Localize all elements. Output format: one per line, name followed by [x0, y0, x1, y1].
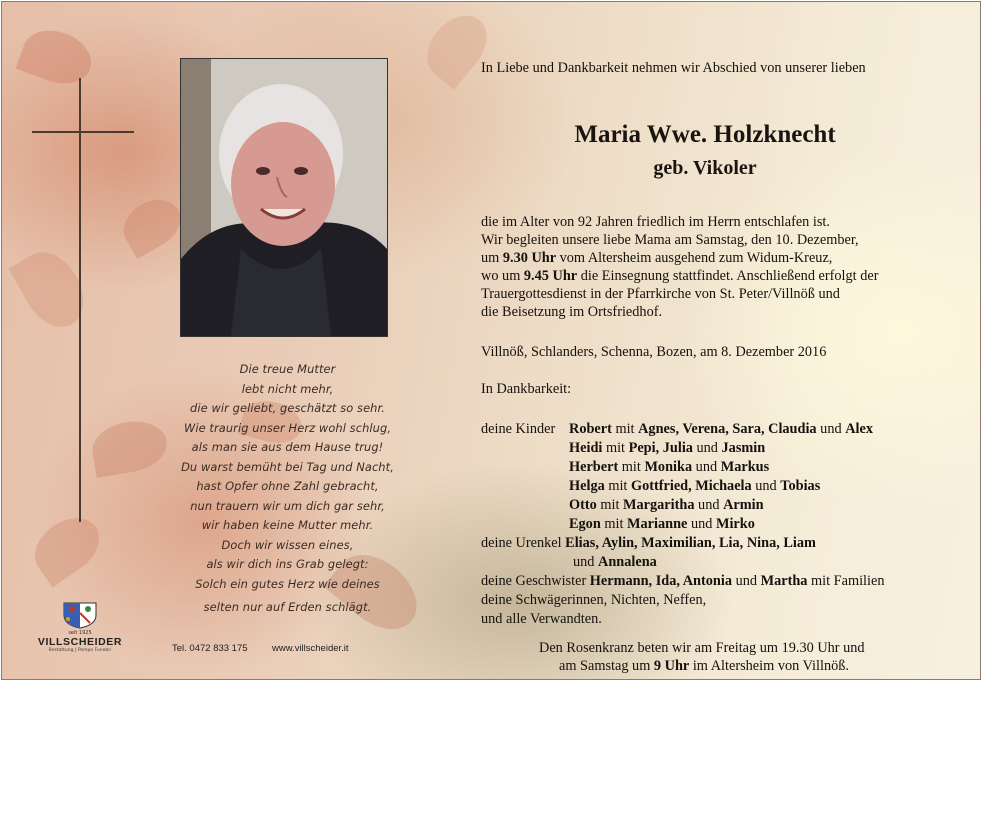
- family-schwaeger: deine Schwägerinnen, Nichten, Neffen,: [481, 592, 707, 608]
- contact-phone: Tel. 0472 833 175: [172, 643, 248, 654]
- family-child-row: [569, 477, 820, 495]
- cross-vertical-bar: [79, 78, 81, 522]
- spouse-grandchildren: Marianne: [627, 516, 688, 532]
- poem-line: selten nur auf Erden schlägt.: [203, 600, 372, 614]
- grandchild-last: Jasmin: [721, 440, 766, 456]
- text-fragment: mit Familien: [811, 573, 885, 589]
- portrait-illustration: [181, 59, 387, 336]
- time-bold: 9.45 Uhr: [523, 268, 578, 284]
- grandchild-last: Markus: [720, 459, 770, 475]
- leaf-decoration: [8, 241, 96, 338]
- poem-line: nun trauern wir um dich gar sehr,: [190, 498, 385, 513]
- poem-line: lebt nicht mehr,: [241, 381, 334, 396]
- place-date: Villnöß, Schlanders, Schenna, Bozen, am 8. Dezember 2016: [481, 344, 827, 360]
- poem-line: die wir geliebt, geschätzt so sehr.: [190, 401, 385, 415]
- cross-horizontal-bar: [32, 131, 134, 133]
- urenkel-last: Annalena: [598, 554, 657, 570]
- family-child-row: [569, 458, 769, 476]
- maiden-name: geb. Vikoler: [653, 157, 757, 179]
- text-fragment: mit: [602, 440, 629, 456]
- logo-since: seit 1925: [68, 630, 92, 636]
- grandchild-last: Alex: [845, 421, 873, 437]
- body-line: die im Alter von 92 Jahren friedlich im Herrn entschlafen ist.: [481, 214, 830, 230]
- spouse-grandchildren: Pepi, Julia: [628, 440, 693, 456]
- text-fragment: und: [573, 554, 595, 570]
- body-line-time-1: [481, 249, 832, 267]
- poem-line: Wie traurig unser Herz wohl schlug,: [183, 420, 392, 435]
- deceased-name: Maria Wwe. Holzknecht: [574, 121, 836, 148]
- obituary-card: [1, 1, 981, 680]
- body-line: die Beisetzung im Ortsfriedhof.: [481, 304, 663, 320]
- body-line: Trauergottesdienst in der Pfarrkirche von St. Peter/Villnöß und: [481, 286, 840, 302]
- urenkel-names: Elias, Aylin, Maximilian, Lia, Nina, Liam: [565, 535, 816, 551]
- child-name: Egon: [569, 516, 601, 532]
- time-bold: 9.30 Uhr: [502, 250, 557, 266]
- text-fragment: und: [692, 459, 721, 475]
- poem-line: Doch wir wissen eines,: [221, 537, 354, 552]
- contact-website[interactable]: www.villscheider.it: [272, 643, 349, 654]
- text-fragment: um: [481, 250, 503, 266]
- text-fragment: im Altersheim von Villnöß.: [689, 658, 849, 674]
- text-fragment: und: [735, 573, 758, 589]
- leaf-decoration: [115, 190, 189, 259]
- text-fragment: mit: [604, 478, 631, 494]
- text-fragment: am Samstag um: [559, 658, 654, 674]
- rosary-line-1: Den Rosenkranz beten wir am Freitag um 19.30 Uhr und: [539, 640, 865, 656]
- text-fragment: und: [751, 478, 781, 494]
- time-bold: 9 Uhr: [653, 658, 690, 674]
- family-geschwister-row: [481, 572, 885, 590]
- leaf-decoration: [24, 506, 110, 587]
- text-fragment: mit: [596, 497, 624, 513]
- text-fragment: und: [816, 421, 846, 437]
- child-name: Robert: [569, 421, 612, 437]
- geschwister-last: Martha: [760, 573, 808, 589]
- text-fragment: mit: [600, 516, 628, 532]
- geschwister-names: Hermann, Ida, Antonia: [589, 573, 732, 589]
- leaf-decoration: [415, 4, 498, 90]
- coat-of-arms-icon: [60, 599, 100, 629]
- spouse-grandchildren: Gottfried, Michaela: [630, 478, 752, 494]
- geschwister-label: deine Geschwister: [481, 573, 587, 589]
- child-name: Helga: [569, 478, 605, 494]
- rosary-line-2: [559, 657, 849, 675]
- family-child-row: [569, 420, 873, 438]
- portrait-photo: [180, 58, 388, 337]
- grandchild-last: Mirko: [715, 516, 755, 532]
- child-name: Herbert: [569, 459, 619, 475]
- text-fragment: die Einsegnung stattfindet. Anschließend erfolgt der: [577, 268, 879, 284]
- spouse-grandchildren: Margaritha: [623, 497, 695, 513]
- family-kinder-label: deine Kinder: [481, 421, 556, 437]
- family-child-row: [569, 496, 764, 514]
- funeral-home-logo: [30, 599, 130, 669]
- text-fragment: und: [692, 440, 722, 456]
- urenkel-label: deine Urenkel: [481, 535, 562, 551]
- spouse-grandchildren: Monika: [644, 459, 693, 475]
- grandchild-last: Armin: [723, 497, 764, 513]
- poem-line: Die treue Mutter: [239, 362, 336, 376]
- leaf-decoration: [16, 22, 99, 93]
- text-fragment: und: [687, 516, 716, 532]
- poem-line: hast Opfer ohne Zahl gebracht,: [196, 479, 379, 493]
- text-fragment: und: [694, 497, 724, 513]
- poem-line: Solch ein gutes Herz wie deines: [195, 576, 380, 591]
- grandchild-last: Tobias: [780, 478, 821, 494]
- family-child-row: [569, 515, 755, 533]
- body-line: Wir begleiten unsere liebe Mama am Samstag, den 10. Dezember,: [481, 232, 859, 248]
- logo-subtitle: Bestattung | Pompe Funebri: [48, 648, 112, 653]
- memorial-poem: [150, 360, 425, 618]
- family-urenkel-row-2: [573, 553, 657, 571]
- poem-line: als man sie aus dem Hause trug!: [191, 440, 384, 454]
- body-line-time-2: [481, 267, 878, 285]
- text-fragment: mit: [618, 459, 645, 475]
- family-verwandte: und alle Verwandten.: [481, 611, 602, 627]
- gratitude-label: In Dankbarkeit:: [481, 381, 572, 397]
- text-fragment: vom Altersheim ausgehend zum Widum-Kreuz,: [556, 250, 833, 266]
- child-name: Heidi: [569, 440, 603, 456]
- logo-brand: VILLSCHEIDER: [37, 636, 123, 648]
- intro-text: In Liebe und Dankbarkeit nehmen wir Abschied von unserer lieben: [481, 60, 866, 76]
- child-name: Otto: [569, 497, 597, 513]
- family-child-row: [569, 439, 765, 457]
- text-fragment: wo um: [481, 268, 524, 284]
- poem-line: wir haben keine Mutter mehr.: [201, 518, 374, 532]
- text-fragment: mit: [611, 421, 639, 437]
- poem-line: als wir dich ins Grab gelegt:: [206, 557, 369, 571]
- poem-line: Du warst bemüht bei Tag und Nacht,: [181, 459, 394, 474]
- spouse-grandchildren: Agnes, Verena, Sara, Claudia: [638, 421, 817, 437]
- family-urenkel-row: [481, 534, 816, 552]
